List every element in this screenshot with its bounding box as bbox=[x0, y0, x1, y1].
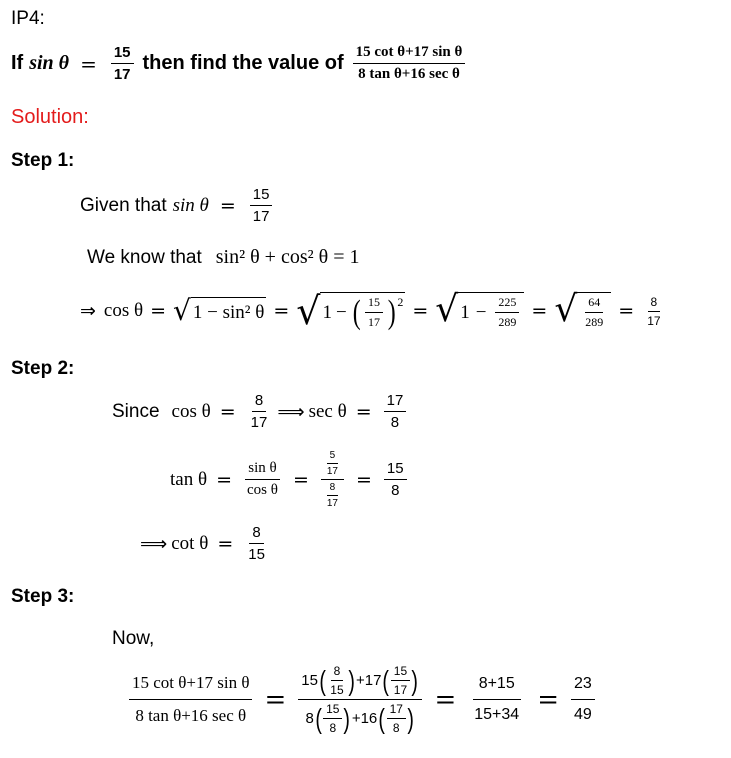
fraction-numerator: sin θ bbox=[245, 460, 279, 480]
fraction-denominator: 17 bbox=[326, 466, 338, 477]
open-paren-icon: ( bbox=[378, 702, 386, 734]
now-text: Now, bbox=[112, 628, 155, 649]
sqrt-64-expression bbox=[554, 289, 611, 330]
open-paren-icon: ( bbox=[382, 664, 390, 696]
fraction-denominator: 289 bbox=[498, 315, 517, 329]
sqrt-radicand bbox=[577, 292, 611, 330]
sec-theta: sec θ bbox=[308, 400, 347, 422]
close-paren-icon: ) bbox=[343, 702, 351, 734]
problem-statement bbox=[11, 44, 468, 83]
plus-term: +17 bbox=[355, 672, 382, 689]
implies-arrow: ⟹ bbox=[140, 532, 168, 555]
substituted-numerator bbox=[298, 664, 422, 700]
fraction-denominator: 49 bbox=[573, 706, 592, 723]
open-paren-icon: ( bbox=[319, 664, 326, 696]
step1-derivation: ⇒ cos θ = √ 1 − sin² θ = √ 1 − ( $\frac{15}{17}$ ) $^2$ = √ 1 − $\frac{225}{289}$ = √ $\frac{64}{289}$ = $\frac{8}{17}$ bbox=[80, 292, 667, 330]
given-denominator: 17 bbox=[113, 66, 131, 83]
fraction-numerator: 15 bbox=[391, 664, 410, 681]
close-paren-icon: ) bbox=[387, 293, 396, 331]
sec-fraction bbox=[384, 392, 407, 431]
sqrt-icon: √ bbox=[435, 289, 459, 330]
sqrt-icon: √ bbox=[173, 294, 191, 327]
close-paren-icon: ) bbox=[407, 702, 414, 734]
fraction-denominator: 8 bbox=[391, 482, 400, 499]
tan-ratio-fraction bbox=[244, 460, 281, 499]
sin-theta: sin θ bbox=[172, 194, 209, 216]
step1-given bbox=[80, 186, 275, 225]
cot-theta: cot θ bbox=[171, 532, 209, 554]
one: 1 bbox=[460, 301, 470, 323]
fraction-denominator: 15+34 bbox=[474, 706, 520, 723]
close-paren-icon: ) bbox=[411, 664, 419, 696]
sqrt-radicand: 1 − sin² θ bbox=[191, 297, 266, 325]
fraction-denominator: 17 bbox=[326, 498, 338, 509]
step1-identity-line bbox=[87, 246, 359, 269]
exponent: 2 bbox=[397, 295, 404, 309]
fraction-numerator: 8 bbox=[249, 524, 263, 544]
if-text: If bbox=[11, 52, 24, 74]
open-paren-icon: ( bbox=[352, 293, 361, 331]
target-denominator: 8 tan θ+16 sec θ bbox=[358, 66, 460, 82]
tan-theta: tan θ bbox=[170, 468, 208, 490]
equals-sign: = bbox=[219, 194, 236, 217]
sqrt-icon: √ bbox=[554, 289, 578, 330]
fraction-denominator: 8 bbox=[390, 414, 400, 431]
given-fraction bbox=[111, 44, 134, 83]
fraction-numerator: 8 bbox=[648, 295, 661, 312]
sqrt-225-expression bbox=[435, 289, 524, 330]
since-text: Since bbox=[112, 400, 160, 422]
know-text: We know that bbox=[87, 246, 202, 268]
coefficient: 8 bbox=[305, 710, 314, 727]
fraction-numerator: 8 bbox=[327, 482, 339, 496]
given-text: Given that bbox=[80, 194, 167, 216]
fraction-denominator: cos θ bbox=[247, 482, 278, 498]
cot-fraction bbox=[245, 524, 268, 563]
inner-fraction bbox=[324, 482, 341, 509]
implies-arrow: ⟹ bbox=[277, 400, 305, 423]
fraction-numerator: 15 bbox=[323, 702, 342, 719]
fraction-denominator: 8 bbox=[392, 721, 400, 735]
solution-label: Solution: bbox=[11, 106, 89, 128]
fraction-denominator: 8 bbox=[329, 721, 337, 735]
step1-label: Step 1: bbox=[11, 150, 75, 171]
given-numerator: 15 bbox=[250, 186, 273, 206]
substituted-denominator bbox=[302, 700, 418, 735]
fraction-numerator: 23 bbox=[571, 675, 595, 700]
cos-result-fraction bbox=[644, 295, 663, 328]
inner-fraction bbox=[324, 450, 341, 477]
fraction-numerator: 15 cot θ+17 sin θ bbox=[129, 673, 252, 700]
fraction-denominator: 17 bbox=[250, 414, 268, 431]
fraction-denominator: 15 bbox=[330, 683, 344, 697]
target-expression bbox=[353, 44, 466, 83]
step3-final-expression: $\frac{\text{15 cot θ+17 sin θ}}{\text{8 tan θ+16 sec θ}}$ = 15 ( $\frac{8}{15}$ ) +17 ( $\frac{15}{17}$ ) 8 ( $\frac{15}{8}$ ) +16 ( $\frac{17}{8}$ ) = $\frac{8+15}{15+34}$ = $\frac{23}{49}$ bbox=[126, 664, 598, 735]
tan-result-fraction bbox=[384, 460, 407, 499]
compound-denominator bbox=[321, 480, 344, 509]
step2-tan-line: tan θ = $\frac{\text{sin θ}}{\text{cos θ}}$ = $\frac{\frac{5}{17}}{\frac{8}{17}}$ = $\frac{15}{8}$ bbox=[170, 450, 410, 509]
cos-fraction bbox=[248, 392, 271, 431]
sqrt-radicand bbox=[458, 292, 524, 330]
fraction-numerator: 8 bbox=[331, 664, 344, 681]
equals-sign: = bbox=[80, 51, 97, 76]
plus-term: +16 bbox=[351, 710, 378, 727]
close-paren-icon: ) bbox=[348, 664, 355, 696]
step3-label: Step 3: bbox=[11, 586, 75, 607]
final-answer-fraction bbox=[571, 675, 595, 724]
inner-fraction bbox=[323, 702, 342, 735]
given-fraction bbox=[250, 186, 273, 225]
fraction-numerator: 64 bbox=[585, 295, 603, 313]
fraction-numerator: 5 bbox=[327, 450, 339, 464]
ratio-numerator: 15 bbox=[365, 295, 383, 313]
fraction-numerator: 8 bbox=[252, 392, 266, 412]
ratio-denominator: 17 bbox=[368, 315, 380, 329]
step2-cot-line: ⟹ cot θ = $\frac{8}{15}$ bbox=[140, 524, 271, 563]
minus-sign: − bbox=[335, 301, 347, 323]
fraction-64-289 bbox=[582, 295, 606, 330]
fraction-denominator: 289 bbox=[585, 315, 604, 329]
problem-id: IP4: bbox=[11, 8, 45, 29]
sin-theta: sin θ bbox=[29, 52, 70, 74]
sum-fraction bbox=[468, 675, 525, 724]
substituted-fraction bbox=[298, 664, 422, 735]
step2-label: Step 2: bbox=[11, 358, 75, 379]
coefficient: 15 bbox=[301, 672, 318, 689]
target-numerator: 15 cot θ+17 sin θ bbox=[353, 44, 466, 64]
cos-theta: cos θ bbox=[103, 300, 144, 321]
compound-numerator bbox=[321, 450, 344, 480]
given-denominator: 17 bbox=[252, 208, 270, 225]
fraction-denominator: 8 tan θ+16 sec θ bbox=[135, 706, 247, 725]
fraction-numerator: 8+15 bbox=[473, 675, 521, 700]
ratio-fraction bbox=[365, 295, 383, 330]
sqrt-power-expression bbox=[296, 289, 405, 333]
sqrt-icon: √ bbox=[296, 289, 321, 333]
fraction-225-289 bbox=[495, 295, 519, 330]
compound-fraction bbox=[321, 450, 344, 509]
inner-fraction bbox=[387, 702, 406, 735]
fraction-numerator: 17 bbox=[384, 392, 407, 412]
implies-arrow: ⇒ bbox=[80, 300, 96, 322]
fraction-denominator: 17 bbox=[647, 313, 661, 328]
given-numerator: 15 bbox=[111, 44, 134, 64]
cos-theta: cos θ bbox=[171, 400, 211, 422]
minus-sign: − bbox=[475, 301, 487, 323]
lhs-fraction bbox=[129, 673, 252, 726]
inner-fraction bbox=[391, 664, 410, 697]
fraction-numerator: 17 bbox=[387, 702, 406, 719]
pythagorean-identity: sin² θ + cos² θ = 1 bbox=[215, 246, 360, 268]
one: 1 bbox=[322, 301, 332, 323]
open-paren-icon: ( bbox=[315, 702, 322, 734]
then-text: then find the value of bbox=[142, 52, 344, 74]
fraction-denominator: 17 bbox=[393, 683, 408, 697]
fraction-numerator: 225 bbox=[495, 295, 519, 313]
fraction-numerator: 15 bbox=[384, 460, 407, 480]
inner-fraction bbox=[327, 664, 346, 697]
step2-since-line: Since cos θ = $\frac{8}{17}$ ⟹ sec θ = $\frac{17}{8}$ bbox=[112, 392, 409, 431]
sqrt-expression bbox=[173, 294, 266, 327]
fraction-denominator: 15 bbox=[248, 546, 265, 563]
sqrt-radicand bbox=[320, 292, 405, 330]
